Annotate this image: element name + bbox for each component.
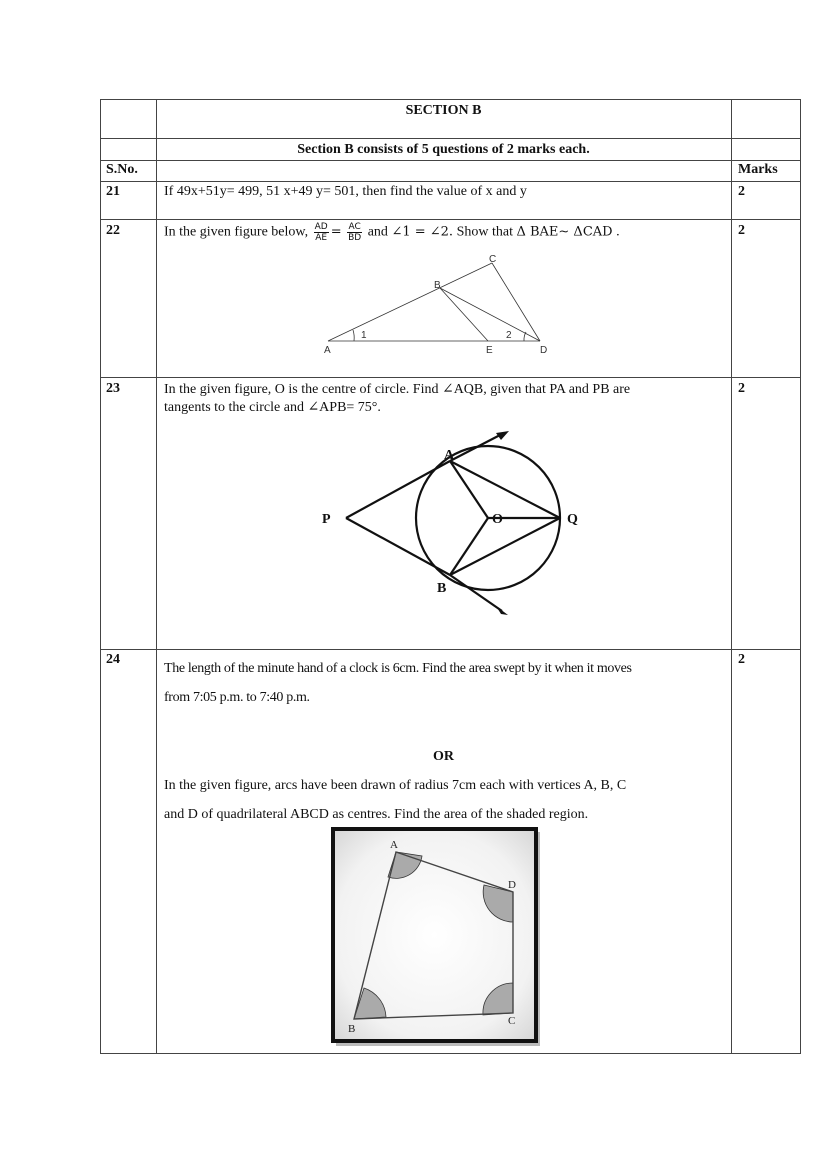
label-b: B xyxy=(434,280,441,291)
q24-line2: from 7:05 p.m. to 7:40 p.m. xyxy=(164,690,310,705)
q24-number: 24 xyxy=(106,652,120,667)
row-divider xyxy=(100,138,801,139)
label-b: B xyxy=(348,1023,356,1035)
angle-arc-2 xyxy=(524,332,526,341)
tangent-extension-a xyxy=(450,434,502,461)
q21-marks: 2 xyxy=(738,184,745,199)
q22-end: . xyxy=(616,224,620,240)
q21-number: 21 xyxy=(106,184,120,199)
equals-sign: = xyxy=(330,224,342,240)
label-p: P xyxy=(322,512,331,527)
q22-prefix: In the given figure below, xyxy=(164,224,309,240)
q24-marks: 2 xyxy=(738,652,745,667)
arrowhead-icon xyxy=(496,431,509,440)
q21-text: If 49x+51y= 499, 51 x+49 y= 501, then find the value of x and y xyxy=(164,184,527,199)
q24-quadrilateral-figure xyxy=(330,826,542,1048)
fraction-denominator: AE xyxy=(315,233,328,243)
label-a: A xyxy=(324,345,331,356)
label-q: Q xyxy=(567,512,578,527)
label-d: D xyxy=(508,879,516,891)
label-b: B xyxy=(437,581,447,596)
row-divider xyxy=(100,181,801,182)
radius-oa xyxy=(450,461,488,518)
q23-number: 23 xyxy=(106,381,120,396)
row-divider xyxy=(100,219,801,220)
label-e: E xyxy=(486,345,493,356)
q23-line2: tangents to the circle and ∠APB= 75°. xyxy=(164,400,381,415)
label-o: O xyxy=(492,512,503,527)
q24-line4: and D of quadrilateral ABCD as centres. Find the area of the shaded region. xyxy=(164,807,589,822)
q22-triangle-figure xyxy=(320,252,560,356)
label-c: C xyxy=(508,1015,516,1027)
row-divider xyxy=(100,160,801,161)
q24-line3: In the given figure, arcs have been drawn of radius 7cm each with vertices A, B, C xyxy=(164,778,627,793)
table-border-bottom xyxy=(100,1053,801,1054)
segment-ac xyxy=(328,263,492,341)
fraction-denominator: BD xyxy=(348,233,362,243)
segment-cd xyxy=(492,263,540,341)
label-c: C xyxy=(489,254,497,265)
row-divider xyxy=(100,377,801,378)
chord-bq xyxy=(450,518,560,575)
tangent-extension-b xyxy=(450,575,502,611)
segment-be xyxy=(440,288,488,341)
q22-marks: 2 xyxy=(738,223,745,238)
q23-circle-tangent-figure xyxy=(310,425,600,620)
q24-line1: The length of the minute hand of a clock is 6cm. Find the area swept by it when it moves xyxy=(164,661,632,676)
row-divider xyxy=(100,649,801,650)
header-sno: S.No. xyxy=(106,162,138,177)
q22-angle-equation: ∠1 = ∠2. xyxy=(391,224,454,240)
fraction-ac-bd xyxy=(347,222,362,243)
label-a: A xyxy=(390,839,398,851)
radius-ob xyxy=(450,518,488,575)
fraction-numerator: AC xyxy=(348,222,361,232)
header-marks: Marks xyxy=(738,162,778,177)
section-title: SECTION B xyxy=(405,103,482,118)
q22-number: 22 xyxy=(106,223,120,238)
table-column-divider-sno xyxy=(156,99,157,1054)
label-1: 1 xyxy=(361,330,367,341)
table-border-right xyxy=(800,99,801,1054)
tangent-pb xyxy=(346,518,450,575)
section-subtitle: Section B consists of 5 questions of 2 marks each. xyxy=(297,142,590,157)
q23-line1: In the given figure, O is the centre of circle. Find ∠AQB, given that PA and PB are xyxy=(164,382,631,397)
table-column-divider-marks xyxy=(731,99,732,1054)
chord-aq xyxy=(450,461,560,518)
angle-arc-1 xyxy=(353,330,354,341)
q22-similarity: Δ BAE∼ ΔCAD xyxy=(516,224,613,240)
q22-show: Show that xyxy=(456,224,513,240)
table-border-left xyxy=(100,99,101,1054)
q24-or: OR xyxy=(433,749,454,764)
label-2: 2 xyxy=(506,330,512,341)
q22-text xyxy=(164,222,620,243)
fraction-ad-ae xyxy=(314,222,329,243)
label-a: A xyxy=(444,448,455,463)
segment-bd xyxy=(440,288,540,341)
tangent-pa xyxy=(346,461,450,518)
q22-and: and xyxy=(367,224,388,240)
fraction-numerator: AD xyxy=(314,222,328,232)
label-d: D xyxy=(540,345,548,356)
table-border-top xyxy=(100,99,801,100)
q23-marks: 2 xyxy=(738,381,745,396)
